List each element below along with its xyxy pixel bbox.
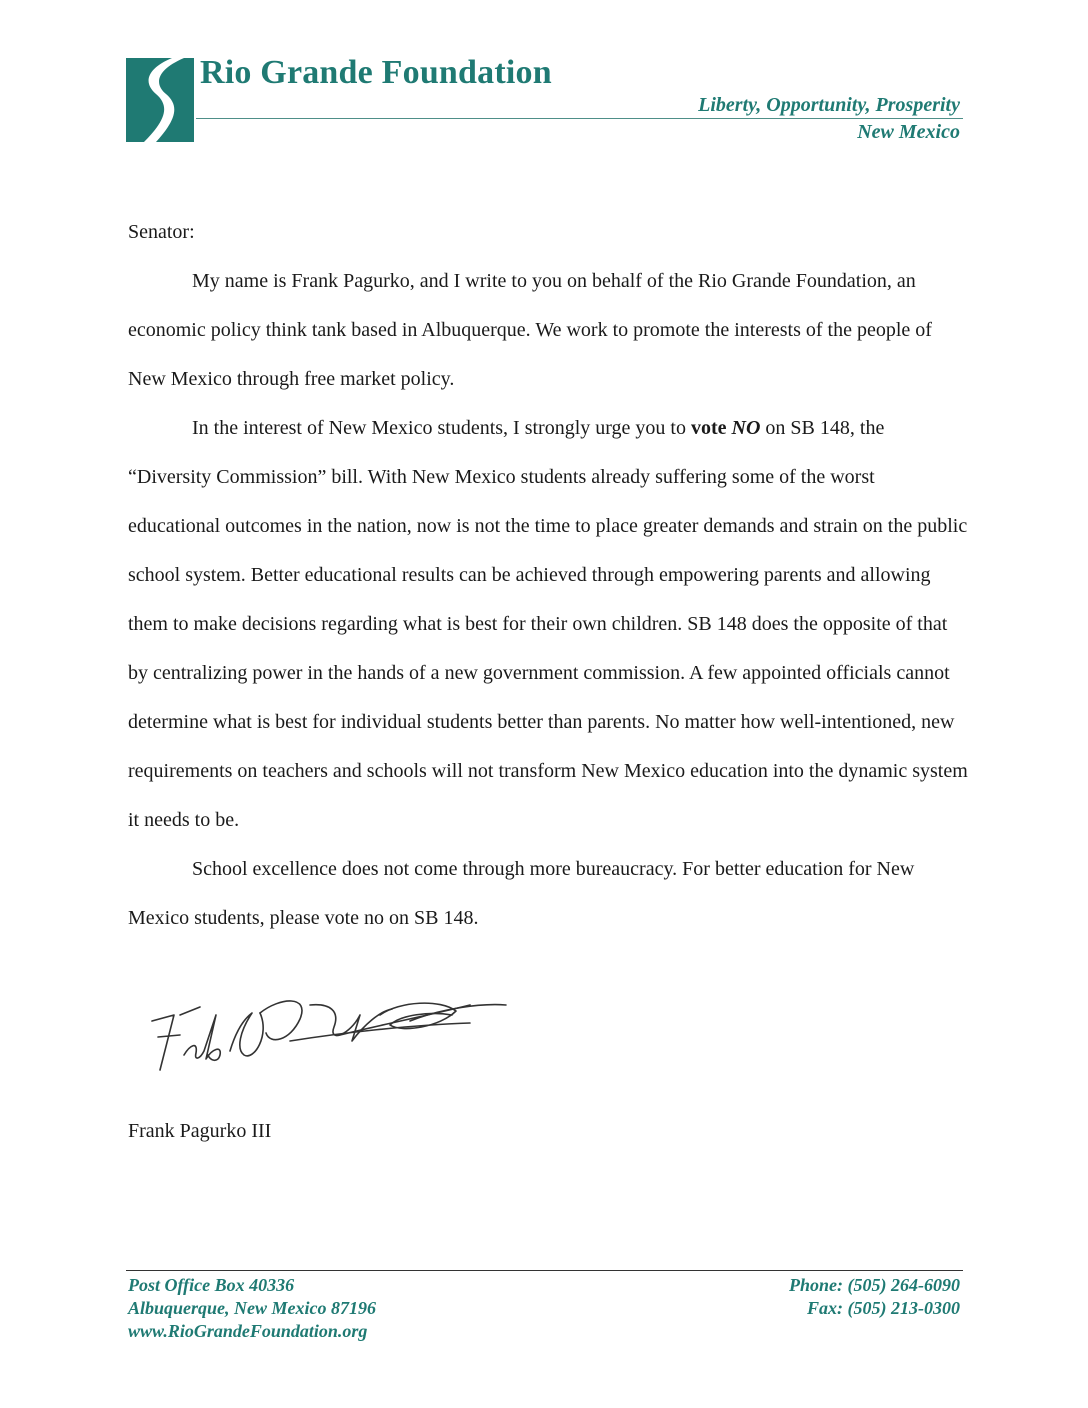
foundation-logo-icon — [126, 58, 194, 142]
vote-emphasis: vote — [690, 417, 727, 439]
footer-contact — [789, 1274, 960, 1320]
no-emphasis: NO — [731, 417, 761, 439]
salutation: Senator: — [128, 221, 195, 243]
paragraph-argument-lead: In the interest of New Mexico students, I strongly urge you to — [192, 417, 691, 439]
tagline: Liberty, Opportunity, Prosperity — [698, 94, 960, 116]
website-link[interactable]: www.RioGrandeFoundation.org — [128, 1321, 368, 1341]
paragraph-closing: School excellence does not come through more bureaucracy. For better education for New Mexico students, please vote no on SB 148. — [128, 858, 915, 929]
paragraph-argument — [128, 404, 968, 845]
phone-number: Phone: (505) 264-6090 — [789, 1275, 960, 1295]
letter-body — [128, 208, 968, 943]
header-divider — [196, 118, 963, 119]
signer-name: Frank Pagurko III — [128, 1120, 272, 1142]
region: New Mexico — [857, 121, 960, 143]
letterhead — [0, 0, 1088, 160]
paragraph-intro: My name is Frank Pagurko, and I write to you on behalf of the Rio Grande Foundation, an economic policy think tank based in Albuquerque. We work to promote the interests of the people of New Mexico through free market policy. — [128, 270, 932, 390]
footer-address — [128, 1274, 376, 1343]
address-line-1: Post Office Box 40336 — [128, 1275, 295, 1295]
fax-number: Fax: (505) 213-0300 — [807, 1298, 960, 1318]
org-name: Rio Grande Foundation — [200, 54, 552, 91]
address-line-2: Albuquerque, New Mexico 87196 — [128, 1298, 377, 1318]
signature-image — [140, 975, 520, 1090]
footer-divider — [126, 1270, 963, 1271]
paragraph-argument-rest: on SB 148, the “Diversity Commission” bill. With New Mexico students already suffering some of the worst educational outcomes in the nation, now is not the time to place greater demands and strain on the public school system. Better educational results can be achieved through empowering parents and allowing them to make decisions regarding what is best for their own children. SB 148 does the opposite of that by centralizing power in the hands of a new government commission. A few appointed officials cannot determine what is best for individual students better than parents. No matter how well-intentioned, new requirements on teachers and schools will not transform New Mexico education into the dynamic system it needs to be. — [128, 417, 968, 831]
